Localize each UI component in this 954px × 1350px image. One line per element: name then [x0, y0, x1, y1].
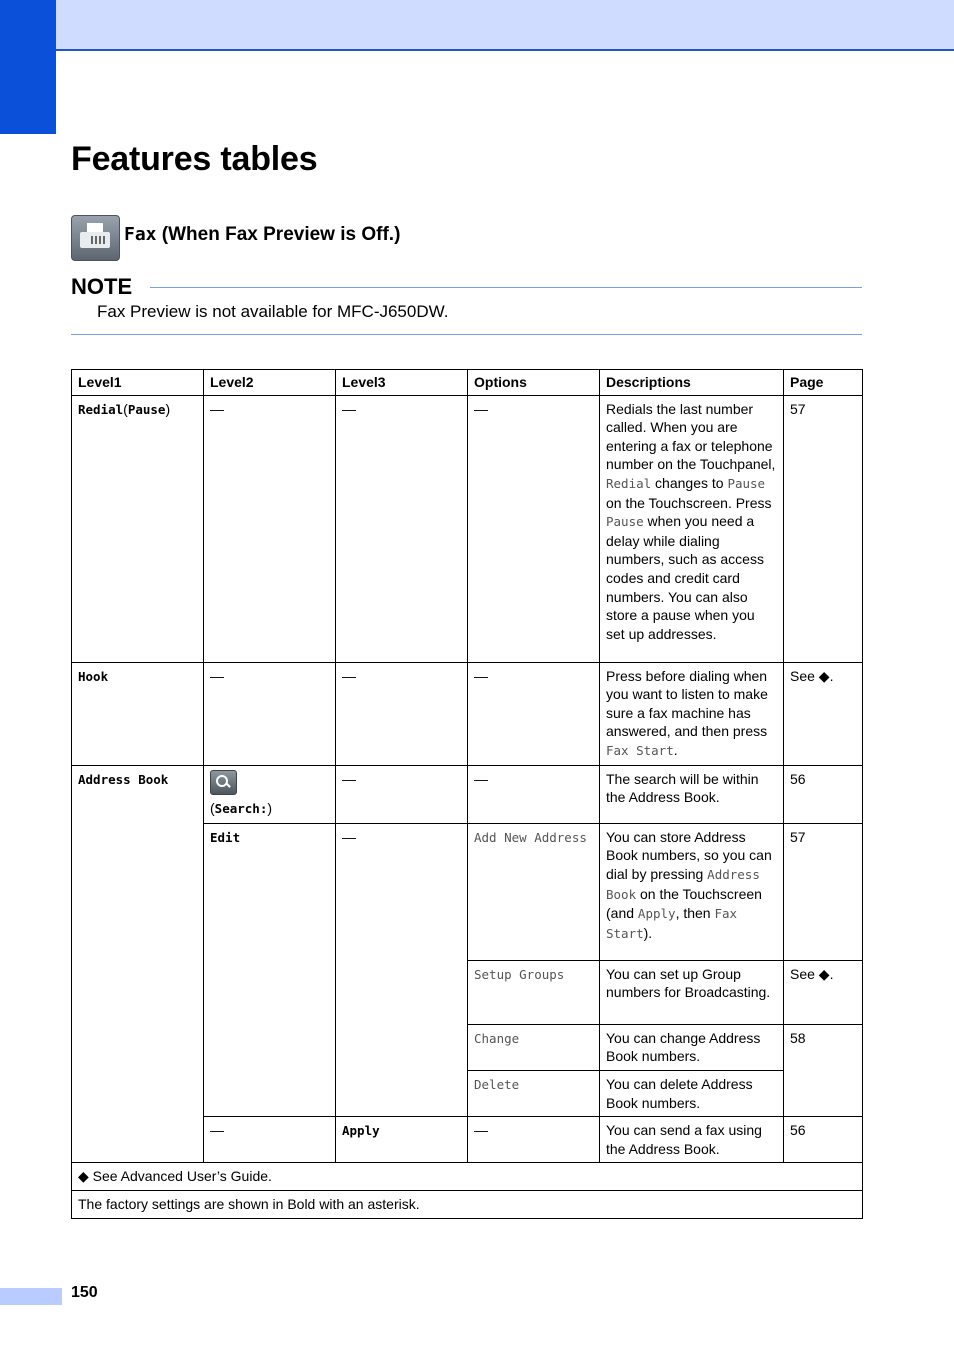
desc-text: ). [643, 924, 653, 941]
table-footnote-row [72, 1190, 863, 1218]
paren-open: ( [210, 800, 215, 817]
desc-text: on the Touchscreen (and [606, 885, 762, 922]
option-label: Delete [474, 1076, 520, 1092]
desc-text: , then [675, 905, 715, 922]
column-header: Level1 [72, 370, 204, 396]
cell-page: See ◆. [784, 960, 863, 1024]
cell-options [468, 1070, 600, 1116]
note-title: NOTE [71, 274, 133, 299]
cell-description [600, 823, 784, 960]
edit-label: Edit [210, 829, 241, 845]
cell-options [468, 960, 600, 1024]
desc-text: Redials the last number called. When you are entering a fax or telephone number on the Touchpanel, [606, 400, 776, 473]
paren-close: ) [267, 800, 273, 817]
cell-options [468, 823, 600, 960]
desc-key: Fax Start [606, 742, 674, 758]
cell-level1 [72, 765, 204, 1163]
cell-description: You can change Address Book numbers. [600, 1024, 784, 1070]
cell-level3 [336, 1117, 468, 1163]
desc-key: Address Book [606, 866, 760, 902]
cell-page: 57 [784, 823, 863, 960]
apply-label: Apply [342, 1123, 380, 1139]
search-label: Search: [214, 801, 268, 817]
cell-description: You can send a fax using the Address Book. [600, 1117, 784, 1163]
option-label: Setup Groups [474, 966, 565, 982]
page-number: 150 [71, 1284, 98, 1301]
desc-key: Pause [606, 514, 644, 530]
cell-level1 [72, 395, 204, 662]
header-band [0, 0, 954, 51]
desc-key: Fax Start [606, 906, 738, 941]
table-row-hook [72, 662, 863, 765]
cell-page: See ◆. [784, 662, 863, 765]
hook-label: Hook [78, 668, 109, 684]
note-divider-top [150, 287, 862, 288]
cell-page: 56 [784, 765, 863, 823]
column-header: Options [468, 370, 600, 396]
search-icon [210, 770, 237, 795]
cell-page: 58 [784, 1024, 863, 1116]
redial-label: Redial [78, 401, 124, 417]
table-header-row [72, 370, 863, 396]
table-row-redial [72, 395, 863, 662]
page-title: Features tables [71, 140, 318, 178]
desc-text: Press before dialing when you want to listen to make sure a fax machine has answered, and then press [606, 667, 768, 740]
paren-open: ( [123, 400, 128, 417]
table-footnote-row [72, 1163, 863, 1191]
page-number-band [0, 1288, 62, 1305]
pause-label: Pause [127, 401, 166, 417]
fax-keypad-shape [91, 236, 107, 244]
option-label: Add New Address [474, 829, 587, 845]
address-book-label: Address Book [78, 771, 169, 787]
chapter-tab [0, 0, 56, 134]
option-label: Change [474, 1030, 520, 1046]
cell-page: 57 [784, 395, 863, 662]
cell-description: You can delete Address Book numbers. [600, 1070, 784, 1116]
cell-description [600, 662, 784, 765]
cell-description: You can set up Group numbers for Broadcasting. [600, 960, 784, 1024]
cell-options: — [468, 395, 600, 662]
cell-level2 [204, 823, 336, 1116]
desc-text: when you need a delay while dialing numbers, such as access codes and credit card numbers. You can also store a pause when you set up addresses. [606, 513, 764, 642]
desc-text: changes to [651, 474, 728, 491]
cell-page: 56 [784, 1117, 863, 1163]
cell-level3: — [336, 823, 468, 1116]
cell-options: — [468, 765, 600, 823]
features-table [71, 369, 863, 1219]
desc-key: Redial [606, 475, 652, 491]
column-header: Descriptions [600, 370, 784, 396]
cell-options [468, 1024, 600, 1070]
desc-key: Apply [637, 906, 676, 922]
fax-icon [71, 215, 120, 261]
cell-level3: — [336, 662, 468, 765]
cell-description [600, 395, 784, 662]
cell-level2 [204, 765, 336, 823]
section-heading [124, 224, 400, 246]
desc-text: . [673, 741, 678, 758]
footnote: ◆ See Advanced User’s Guide. [72, 1163, 863, 1191]
table-row-address-search [72, 765, 863, 823]
column-header: Page [784, 370, 863, 396]
note-divider-bottom [71, 334, 862, 335]
cell-level1 [72, 662, 204, 765]
cell-level3: — [336, 765, 468, 823]
cell-level2: — [204, 395, 336, 662]
cell-level3: — [336, 395, 468, 662]
desc-key: Pause [727, 475, 766, 491]
footnote: The factory settings are shown in Bold with an asterisk. [72, 1190, 863, 1218]
paren-close: ) [165, 400, 171, 417]
cell-options: — [468, 662, 600, 765]
section-heading-text: (When Fax Preview is Off.) [156, 224, 401, 245]
column-header: Level2 [204, 370, 336, 396]
column-header: Level3 [336, 370, 468, 396]
desc-text: You can store Address Book numbers, so you can dial by pressing [606, 828, 772, 882]
section-heading-mono: Fax [124, 224, 157, 245]
desc-text: on the Touchscreen. Press [606, 494, 772, 511]
cell-options: — [468, 1117, 600, 1163]
cell-level2: — [204, 1117, 336, 1163]
cell-description: The search will be within the Address Book. [600, 765, 784, 823]
note-text: Fax Preview is not available for MFC-J650DW. [97, 302, 449, 321]
cell-level2: — [204, 662, 336, 765]
